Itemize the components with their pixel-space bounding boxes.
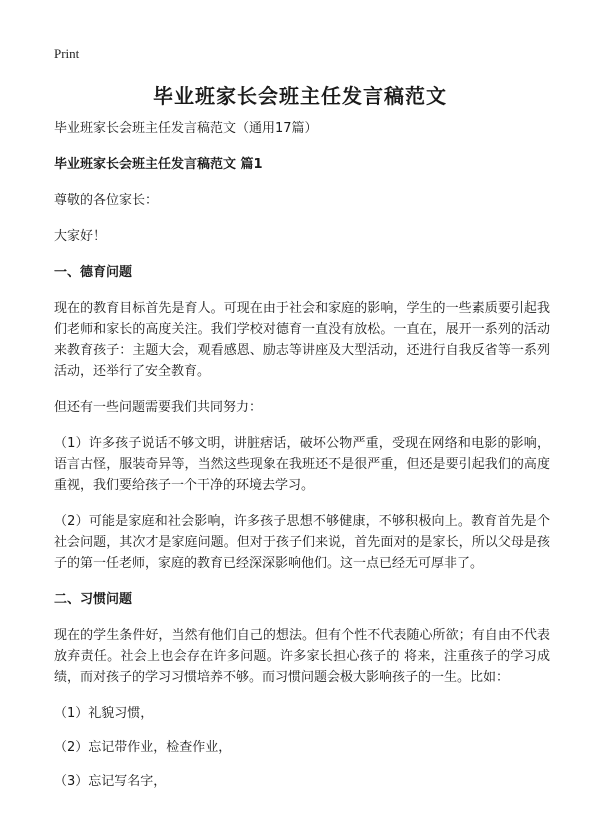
document-body — [54, 118, 550, 805]
section-heading-moral: 一、德育问题 — [54, 265, 133, 280]
list-item: （3）忘记写名字， — [54, 774, 167, 789]
hello: 大家好！ — [54, 229, 107, 244]
paragraph: （1）许多孩子说话不够文明，讲脏痞话，破坏公物严重，受现在网络和电影的影响，语言古怪，服装奇异等，当然这些现象在我班还不是很严重，但还是要引起我们的高度重视，我们要给孩子一个干净的环境去学习。 — [54, 436, 550, 493]
paragraph: 现在的教育目标首先是育人。可现在由于社会和家庭的影响，学生的一些素质要引起我们老师和家长的高度关注。我们学校对德育一直没有放松。一直在，展开一系列的活动来教育孩子：主题大会，观看感恩、励志等讲座及大型活动，还进行自我反省等一系列活动，还举行了安全教育。 — [54, 301, 550, 379]
list-item: （1）礼貌习惯， — [54, 706, 154, 721]
paragraph: 但还有一些问题需要我们共同努力： — [54, 400, 263, 415]
page-title: 毕业班家长会班主任发言稿范文 — [153, 84, 447, 108]
section-heading-habits: 二、习惯问题 — [54, 592, 133, 607]
paragraph: （2）可能是家庭和社会影响，许多孩子思想不够健康，不够积极向上。教育首先是个社会问题，其次才是家庭问题。但对于孩子们来说，首先面对的是家长，所以父母是孩子的第一任老师，家庭的教育已经深深影响他们。这一点已经无可厚非了。 — [54, 514, 550, 571]
chapter-heading: 毕业班家长会班主任发言稿范文 篇1 — [54, 157, 263, 172]
print-link[interactable]: Print — [54, 46, 80, 61]
list-item: （2）忘记带作业，检查作业， — [54, 740, 232, 755]
subtitle: 毕业班家长会班主任发言稿范文（通用17篇） — [54, 121, 318, 136]
greeting: 尊敬的各位家长： — [54, 193, 159, 208]
paragraph: 现在的学生条件好，当然有他们自己的想法。但有个性不代表随心所欲；有自由不代表放弃责任。社会上也会存在许多问题。许多家长担心孩子的 将来，注重孩子的学习成绩，而对孩子的学习习惯培养不够。而习惯问题会极大影响孩子的一生。比如： — [54, 628, 550, 685]
